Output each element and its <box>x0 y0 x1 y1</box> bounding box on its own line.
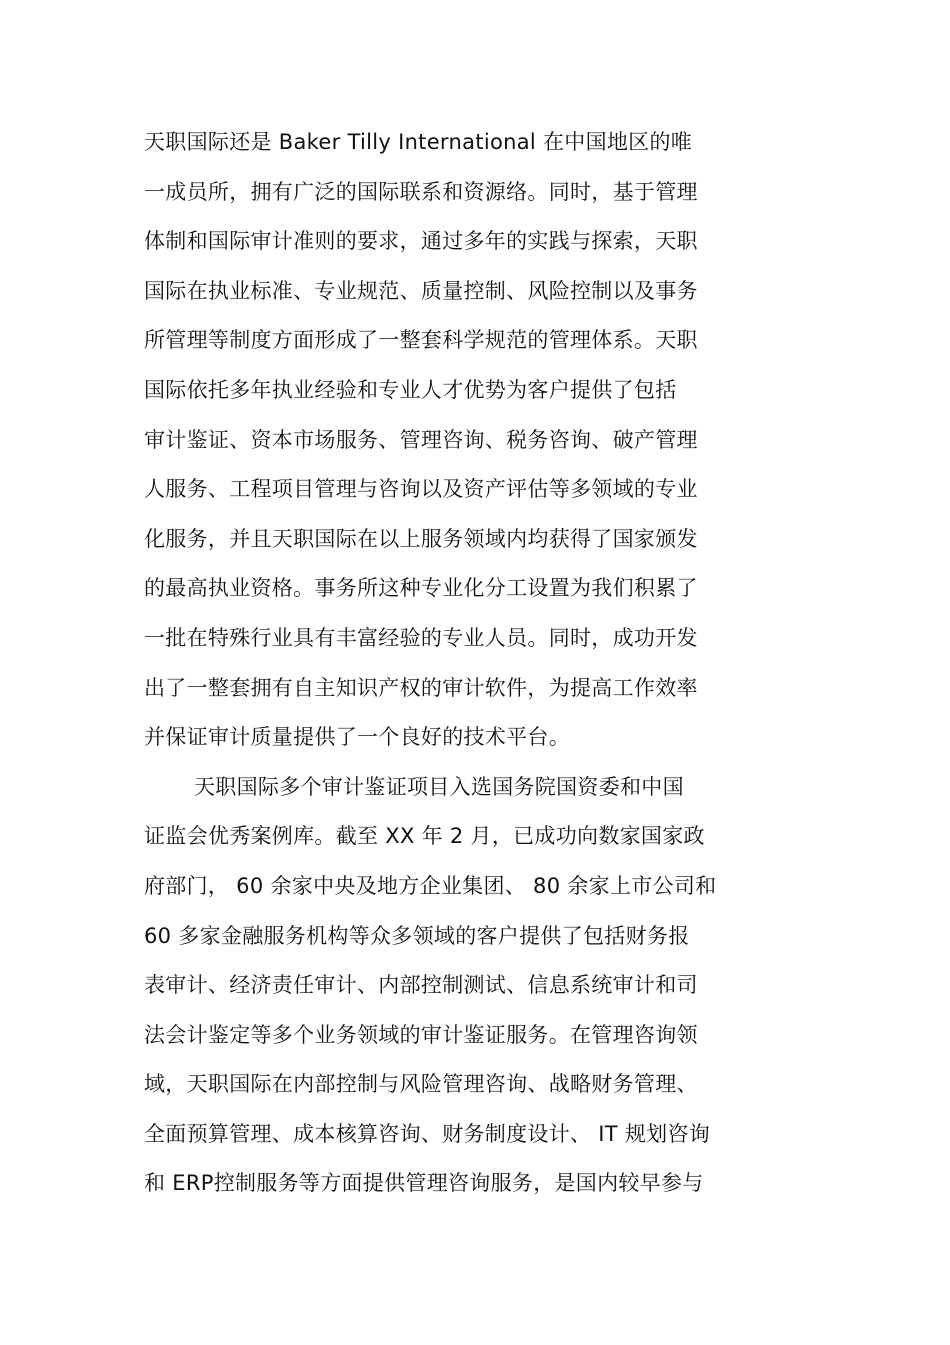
text-line: 一批在特殊行业具有丰富经验的专业人员。同时，成功开发 <box>144 625 698 650</box>
text-line: 的最高执业资格。事务所这种专业化分工设置为我们积累了 <box>144 576 698 601</box>
text-line: 全面预算管理、成本核算咨询、财务制度设计、 IT 规划咨询 <box>144 1121 711 1146</box>
text-line: 体制和国际审计准则的要求，通过多年的实践与探索，天职 <box>144 229 698 254</box>
text-line: 府部门， 60 余家中央及地方企业集团、 80 余家上市公司和 <box>144 873 717 898</box>
text-line: 化服务，并且天职国际在以上服务领域内均获得了国家颁发 <box>144 526 698 551</box>
text-line: 所管理等制度方面形成了一整套科学规范的管理体系。天职 <box>144 328 698 353</box>
text-line: 证监会优秀案例库。截至 XX 年 2 月，已成功向数家国家政 <box>144 824 705 849</box>
text-line: 和 ERP控制服务等方面提供管理咨询服务，是国内较早参与 <box>144 1171 704 1196</box>
paragraph-first-line: 天职国际多个审计鉴证项目入选国务院国资委和中国 <box>194 774 684 799</box>
text-line: 法会计鉴定等多个业务领域的审计鉴证服务。在管理咨询领 <box>144 1022 698 1047</box>
text-line: 域，天职国际在内部控制与风险管理咨询、战略财务管理、 <box>144 1072 698 1097</box>
text-line: 表审计、经济责任审计、内部控制测试、信息系统审计和司 <box>144 973 698 998</box>
text-line: 60 多家金融服务机构等众多领域的客户提供了包括财务报 <box>144 923 690 948</box>
text-line: 一成员所，拥有广泛的国际联系和资源络。同时，基于管理 <box>144 179 698 204</box>
text-line: 并保证审计质量提供了一个良好的技术平台。 <box>144 725 570 750</box>
text-line: 人服务、工程项目管理与咨询以及资产评估等多领域的专业 <box>144 477 698 502</box>
text-line: 审计鉴证、资本市场服务、管理咨询、税务咨询、破产管理 <box>144 427 698 452</box>
text-line: 天职国际还是 Baker Tilly International 在中国地区的唯 <box>144 130 693 154</box>
text-line: 国际依托多年执业经验和专业人才优势为客户提供了包括 <box>144 377 677 402</box>
document-body <box>144 124 864 1215</box>
text-line: 国际在执业标准、专业规范、质量控制、风险控制以及事务 <box>144 278 698 303</box>
text-line: 出了一整套拥有自主知识产权的审计软件，为提高工作效率 <box>144 675 698 700</box>
